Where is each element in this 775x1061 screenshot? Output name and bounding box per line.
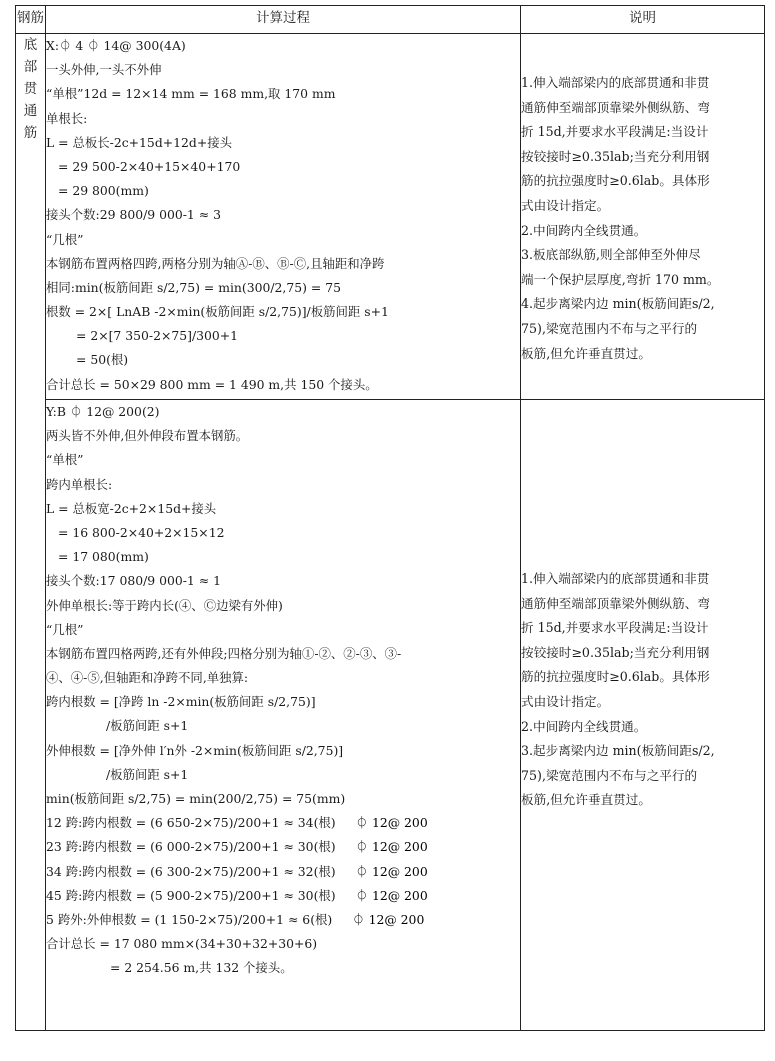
y-note: 板筋,但允许垂直贯过。 bbox=[521, 792, 651, 808]
x-note: 式由设计指定。 bbox=[521, 197, 610, 213]
y-note: 式由设计指定。 bbox=[521, 693, 610, 709]
y-note: 按铰接时≥0.35lab;当充分利用钢 bbox=[521, 644, 710, 660]
rebar-spec: ⏀ 12@ 200 bbox=[352, 911, 425, 927]
x-note: 筋的抗拉强度时≥0.6lab。具体形 bbox=[521, 173, 710, 189]
header-note: 说明 bbox=[521, 6, 765, 34]
x-line: = 29 800(mm) bbox=[58, 183, 149, 199]
x-line: X:⏀ 4 ⏀ 14@ 300(4A) bbox=[46, 38, 186, 53]
x-line: = 50(根) bbox=[76, 352, 129, 368]
x-line: 接头个数:29 800/9 000-1 ≈ 3 bbox=[46, 207, 221, 223]
x-line: 合计总长 = 50×29 800 mm = 1 490 m,共 150 个接头。 bbox=[46, 376, 378, 392]
y-note-cell bbox=[521, 400, 765, 1031]
y-note: 75),梁宽范围内不布与之平行的 bbox=[521, 767, 698, 783]
x-note: 4.起步离梁内边 min(板筋间距s/2, bbox=[521, 296, 715, 312]
header-process: 计算过程 bbox=[46, 6, 521, 34]
y-note: 1.伸入端部梁内的底部贯通和非贯 bbox=[521, 571, 710, 586]
header-row bbox=[16, 6, 765, 34]
x-line: = 2×[7 350-2×75]/300+1 bbox=[76, 328, 239, 344]
rebar-spec: ⏀ 12@ 200 bbox=[355, 887, 428, 903]
y-row bbox=[16, 400, 765, 1031]
y-note: 筋的抗拉强度时≥0.6lab。具体形 bbox=[521, 669, 710, 685]
span-row: 34 跨:跨内根数 = (6 300-2×75)/200+1 ≈ 32(根) ⏀ 12@ 200 bbox=[46, 863, 428, 879]
span-row: 23 跨:跨内根数 = (6 000-2×75)/200+1 ≈ 30(根) ⏀ 12@ 200 bbox=[46, 839, 428, 855]
x-line: “单根”12d = 12×14 mm = 168 mm,取 170 mm bbox=[46, 86, 336, 102]
x-row bbox=[16, 34, 765, 400]
x-note: 折 15d,并要求水平段满足:当设计 bbox=[521, 124, 709, 140]
y-line: 接头个数:17 080/9 000-1 ≈ 1 bbox=[46, 573, 221, 589]
rebar-spec: ⏀ 12@ 200 bbox=[355, 839, 428, 855]
y-note: 折 15d,并要求水平段满足:当设计 bbox=[521, 620, 709, 636]
span-row: 12 跨:跨内根数 = (6 650-2×75)/200+1 ≈ 34(根) ⏀ 12@ 200 bbox=[46, 815, 428, 831]
calculation-table bbox=[15, 5, 765, 1031]
section-label: 底 部 贯 通 筋 bbox=[23, 37, 38, 141]
rebar-spec: ⏀ 12@ 200 bbox=[355, 815, 428, 831]
span-row: 5 跨外:外伸根数 = (1 150-2×75)/200+1 ≈ 6(根) ⏀ 12@ 200 bbox=[46, 911, 425, 927]
y-process-cell bbox=[46, 400, 521, 1031]
y-line: 本钢筋布置四格两跨,还有外伸段;四格分别为轴①-②、②-③、③- bbox=[46, 645, 402, 661]
x-line: 相同:min(板筋间距 s/2,75) = min(300/2,75) = 75 bbox=[46, 279, 341, 295]
y-line: L = 总板宽-2c+2×15d+接头 bbox=[46, 500, 217, 516]
x-note: 通筋伸至端部顶靠梁外侧纵筋、弯 bbox=[521, 99, 710, 115]
x-line: 根数 = 2×[ LnAB -2×min(板筋间距 s/2,75)]/板筋间距 s+1 bbox=[46, 304, 389, 320]
y-line: “几根” bbox=[46, 621, 84, 637]
x-note: 按铰接时≥0.35lab;当充分利用钢 bbox=[521, 148, 710, 164]
y-total-line: 合计总长 = 17 080 mm×(34+30+32+30+6) bbox=[46, 936, 318, 952]
y-line: /板筋间距 s+1 bbox=[106, 766, 189, 782]
y-line: min(板筋间距 s/2,75) = min(200/2,75) = 75(mm) bbox=[46, 791, 346, 806]
x-line: “几根” bbox=[46, 231, 84, 247]
x-line: 本钢筋布置两格四跨,两格分别为轴Ⓐ-Ⓑ、Ⓑ-Ⓒ,且轴距和净跨 bbox=[46, 255, 385, 271]
y-note: 3.起步离梁内边 min(板筋间距s/2, bbox=[521, 743, 715, 759]
span-row: 45 跨:跨内根数 = (5 900-2×75)/200+1 ≈ 30(根) ⏀ 12@ 200 bbox=[46, 887, 428, 903]
section-label-cell bbox=[16, 34, 46, 1031]
header-bar: 钢筋 bbox=[16, 6, 46, 34]
x-note-cell bbox=[521, 34, 765, 400]
x-note: 3.板底部纵筋,则全部伸至外伸尽 bbox=[521, 247, 701, 263]
y-line: “单根” bbox=[46, 452, 84, 468]
y-note: 2.中间跨内全线贯通。 bbox=[521, 718, 647, 734]
x-process-cell bbox=[46, 34, 521, 400]
y-line: 外伸根数 = [净外伸 l′n外 -2×min(板筋间距 s/2,75)] bbox=[46, 742, 344, 758]
x-note: 1.伸入端部梁内的底部贯通和非贯 bbox=[521, 75, 710, 90]
x-line: = 29 500-2×40+15×40+170 bbox=[58, 158, 241, 174]
y-line: 跨内单根长: bbox=[46, 476, 113, 492]
x-note: 端一个保护层厚度,弯折 170 mm。 bbox=[521, 271, 720, 287]
x-note: 板筋,但允许垂直贯过。 bbox=[521, 345, 651, 361]
y-line: /板筋间距 s+1 bbox=[106, 718, 189, 734]
rebar-spec: ⏀ 12@ 200 bbox=[355, 863, 428, 879]
y-total-line: = 2 254.56 m,共 132 个接头。 bbox=[110, 960, 293, 976]
x-line: 一头外伸,一头不外伸 bbox=[46, 62, 162, 78]
y-note: 通筋伸至端部顶靠梁外侧纵筋、弯 bbox=[521, 595, 710, 611]
y-line: = 17 080(mm) bbox=[58, 549, 149, 565]
y-line: Y:B ⏀ 12@ 200(2) bbox=[46, 404, 160, 419]
y-line: = 16 800-2×40+2×15×12 bbox=[58, 524, 225, 540]
y-line: 外伸单根长:等于跨内长(④、Ⓒ边梁有外伸) bbox=[46, 597, 283, 613]
x-line: L = 总板长-2c+15d+12d+接头 bbox=[46, 134, 232, 150]
x-line: 单根长: bbox=[46, 110, 88, 126]
y-line: 两头皆不外伸,但外伸段布置本钢筋。 bbox=[46, 428, 249, 444]
y-line: 跨内根数 = [净跨 ln -2×min(板筋间距 s/2,75)] bbox=[46, 694, 316, 710]
x-note: 75),梁宽范围内不布与之平行的 bbox=[521, 320, 698, 336]
x-note: 2.中间跨内全线贯通。 bbox=[521, 222, 647, 238]
y-line: ④、④-⑤,但轴距和净跨不同,单独算: bbox=[46, 670, 249, 686]
